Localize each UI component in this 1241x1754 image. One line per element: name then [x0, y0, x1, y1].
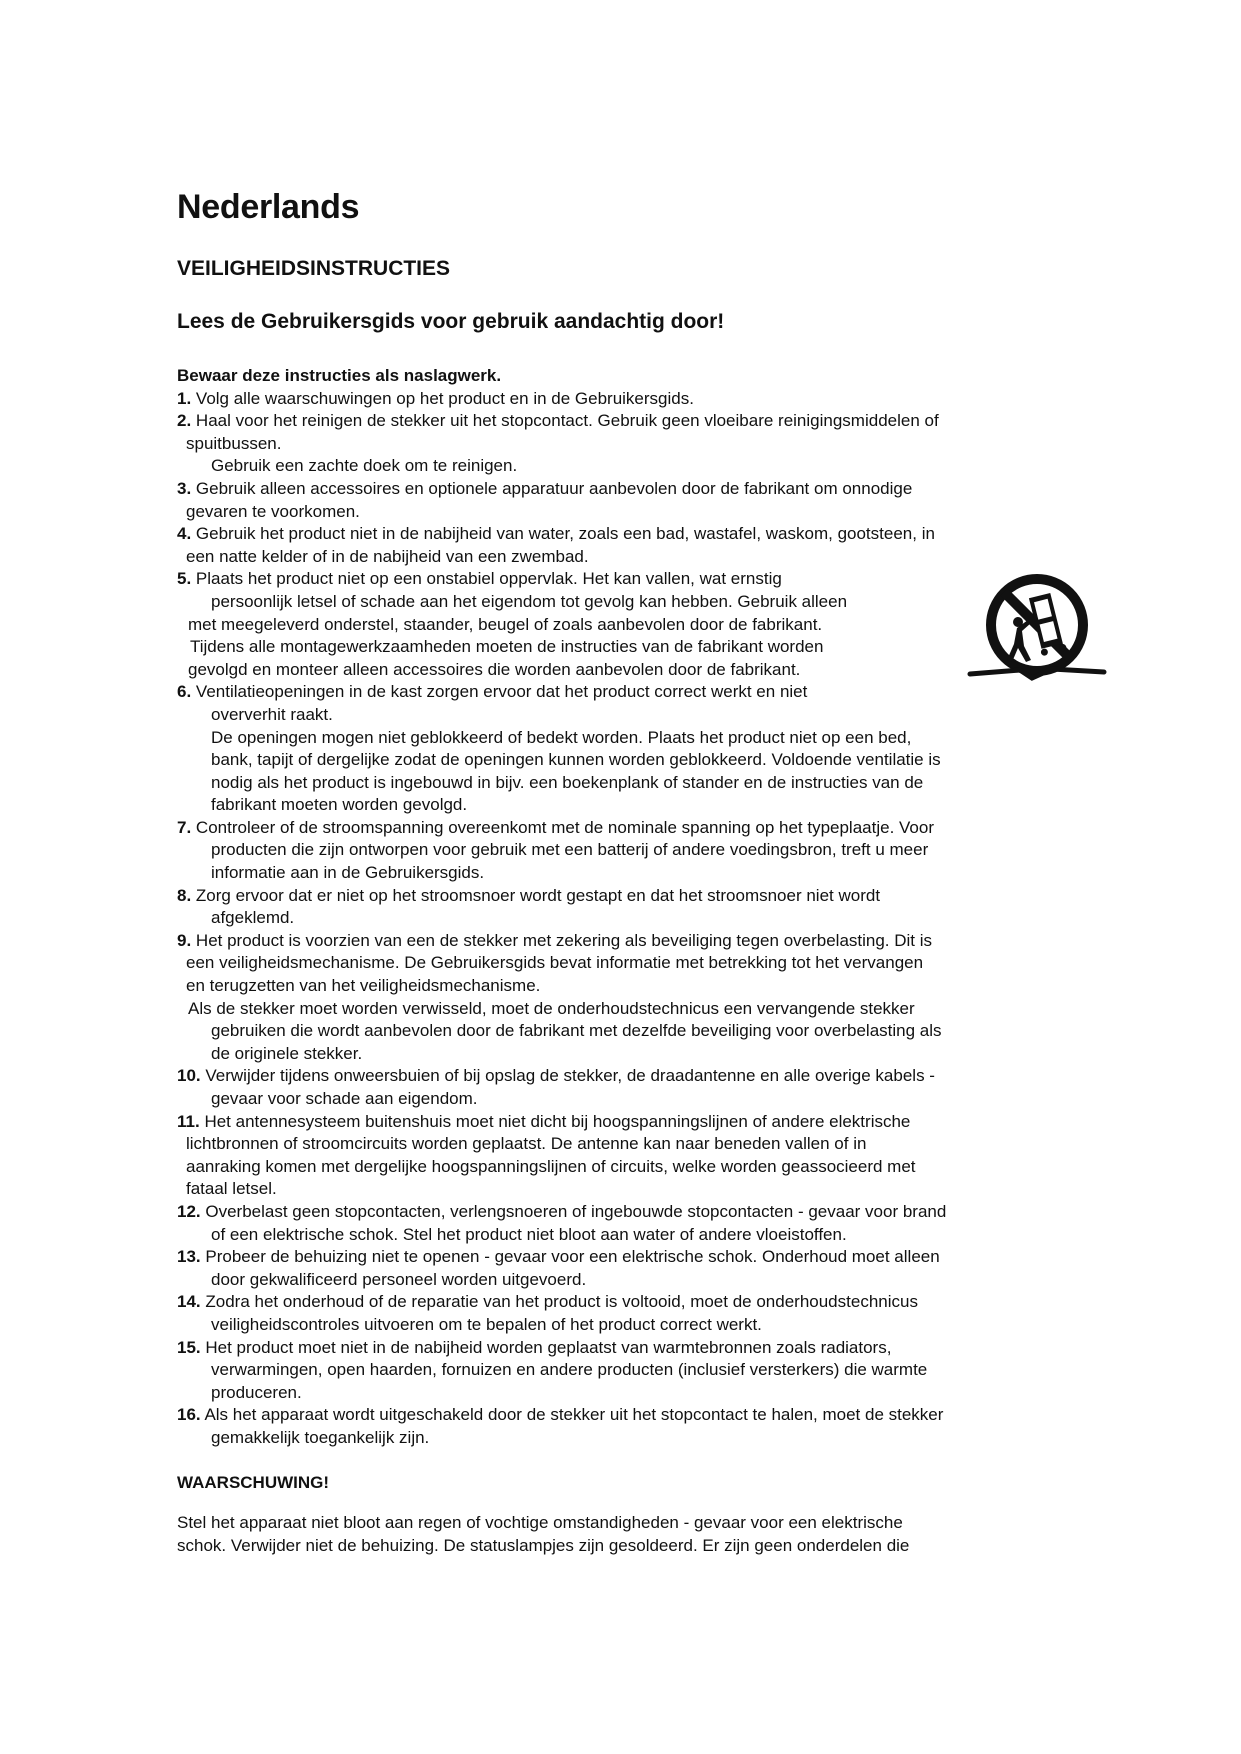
- item-number: 2.: [177, 411, 192, 431]
- safety-instructions: [177, 365, 1077, 1557]
- item-text: afgeklemd.: [211, 908, 295, 928]
- warning-heading: WAARSCHUWING!: [177, 1472, 330, 1492]
- item-number: 12.: [177, 1201, 201, 1221]
- item-text: gevolgd en monteer alleen accessoires die worden aanbevolen door de fabrikant.: [188, 659, 801, 679]
- item-number: 11.: [177, 1111, 200, 1131]
- list-item: [177, 681, 1077, 704]
- item-text: Zodra het onderhoud of de reparatie van het product is voltooid, moet de onderhoudstechnicus: [205, 1292, 918, 1312]
- item-number: 15.: [177, 1337, 201, 1357]
- item-text: aanraking komen met dergelijke hoogspanningslijnen of circuits, welke worden geassocieerd met: [186, 1156, 916, 1176]
- item-text: Probeer de behuizing niet te openen - gevaar voor een elektrische schok. Onderhoud moet alleen: [205, 1247, 940, 1267]
- item-text: verwarmingen, open haarden, fornuizen en andere producten (inclusief versterkers) die warmte: [211, 1360, 928, 1380]
- item-text: Gebruik een zachte doek om te reinigen.: [211, 456, 518, 476]
- item-text: nodig als het product is ingebouwd in bijv. een boekenplank of stander en de instructies van de: [211, 772, 924, 792]
- item-text: Het antennesysteem buitenshuis moet niet dicht bij hoogspanningslijnen of andere elektrische: [204, 1111, 911, 1131]
- item-text: of een elektrische schok. Stel het product niet bloot aan water of andere vloeistoffen.: [211, 1224, 847, 1244]
- language-heading: Nederlands: [177, 188, 360, 226]
- warning-text: Stel het apparaat niet bloot aan regen of vochtige omstandigheden - gevaar voor een elektrische: [177, 1513, 903, 1533]
- item-text: Als het apparaat wordt uitgeschakeld door de stekker uit het stopcontact te halen, moet de stekker: [204, 1405, 944, 1425]
- item-number: 7.: [177, 817, 192, 837]
- item-text: Zorg ervoor dat er niet op het stroomsnoer wordt gestapt en dat het stroomsnoer niet wordt: [195, 885, 881, 905]
- list-item: [177, 930, 1077, 953]
- item-text: Het product moet niet in de nabijheid worden geplaatst van warmtebronnen zoals radiators,: [205, 1337, 892, 1357]
- item-text: produceren.: [211, 1382, 302, 1402]
- item-number: 13.: [177, 1247, 201, 1267]
- list-item: [177, 1337, 1077, 1360]
- list-item: [177, 388, 1077, 411]
- item-text: bank, tapijt of dergelijke zodat de openingen kunnen worden geblokkeerd. Voldoende ventilatie is: [211, 750, 941, 770]
- item-text: spuitbussen.: [186, 433, 282, 453]
- list-item: [177, 1111, 1077, 1134]
- item-text: lichtbronnen of stroomcircuits worden geplaatst. De antenne kan naar beneden vallen of in: [186, 1134, 867, 1154]
- item-text: gebruiken die wordt aanbevolen door de fabrikant met dezelfde beveiliging voor overbelasting als: [211, 1021, 942, 1041]
- item-number: 5.: [177, 569, 192, 589]
- spacer: [177, 1494, 1077, 1512]
- list-item: [177, 817, 1077, 840]
- list-item: [177, 1065, 1077, 1088]
- list-item: [177, 1404, 1077, 1427]
- item-text: Verwijder tijdens onweersbuien of bij opslag de stekker, de draadantenne en alle overige kabels -: [205, 1066, 935, 1086]
- item-text: oververhit raakt.: [211, 704, 333, 724]
- item-number: 6.: [177, 682, 192, 702]
- item-text: persoonlijk letsel of schade aan het eigendom tot gevolg kan hebben. Gebruik alleen: [211, 591, 848, 611]
- item-text: een veiligheidsmechanisme. De Gebruikersgids bevat informatie met betrekking tot het vervangen: [186, 953, 924, 973]
- keep-instructions-note: Bewaar deze instructies als naslagwerk.: [177, 366, 502, 385]
- item-number: 16.: [177, 1405, 201, 1425]
- item-text: een natte kelder of in de nabijheid van een zwembad.: [186, 546, 589, 566]
- item-number: 1.: [177, 388, 192, 408]
- item-text: Controleer of de stroomspanning overeenkomt met de nominale spanning op het typeplaatje. Voor: [195, 817, 934, 837]
- list-item: [177, 1201, 1077, 1224]
- item-text: Ventilatieopeningen in de kast zorgen ervoor dat het product correct werkt en niet: [195, 682, 808, 702]
- item-text: Gebruik alleen accessoires en optionele apparatuur aanbevolen door de fabrikant om onnodige: [195, 478, 913, 498]
- list-item: [177, 885, 1077, 908]
- item-text: Het product is voorzien van een de stekker met zekering als beveiliging tegen overbelasting. Dit is: [195, 930, 933, 950]
- list-item: [177, 478, 1077, 501]
- item-text: fabrikant moeten worden gevolgd.: [211, 795, 468, 815]
- item-text: gevaar voor schade aan eigendom.: [211, 1089, 478, 1108]
- section-heading: VEILIGHEIDSINSTRUCTIES: [177, 257, 451, 280]
- item-text: door gekwalificeerd personeel worden uitgevoerd.: [211, 1269, 587, 1289]
- spacer: [177, 1450, 1077, 1472]
- item-number: 10.: [177, 1066, 201, 1086]
- item-text: de originele stekker.: [211, 1043, 363, 1063]
- item-number: 9.: [177, 930, 192, 950]
- item-number: 3.: [177, 478, 192, 498]
- item-text: De openingen mogen niet geblokkeerd of bedekt worden. Plaats het product niet op een bed,: [211, 727, 912, 747]
- warning-text: schok. Verwijder niet de behuizing. De statuslampjes zijn gesoldeerd. Er zijn geen onderdelen die: [177, 1535, 910, 1555]
- list-item: [177, 1291, 1077, 1314]
- item-text: met meegeleverd onderstel, staander, beugel of zoals aanbevolen door de fabrikant.: [188, 614, 823, 634]
- item-text: gemakkelijk toegankelijk zijn.: [211, 1427, 430, 1447]
- item-text: en terugzetten van het veiligheidsmechanisme.: [186, 976, 541, 996]
- item-text: veiligheidscontroles uitvoeren om te bepalen of het product correct werkt.: [211, 1314, 762, 1334]
- item-text: Haal voor het reinigen de stekker uit het stopcontact. Gebruik geen vloeibare reinigingsmiddelen of: [195, 411, 939, 431]
- item-text: fataal letsel.: [186, 1179, 277, 1199]
- item-text: Tijdens alle montagewerkzaamheden moeten de instructies van de fabrikant worden: [190, 637, 824, 657]
- item-text: Overbelast geen stopcontacten, verlengsnoeren of ingebouwde stopcontacten - gevaar voor brand: [205, 1201, 947, 1221]
- item-number: 14.: [177, 1292, 201, 1312]
- item-text: Volg alle waarschuwingen op het product en in de Gebruikersgids.: [195, 388, 694, 408]
- list-item: [177, 1246, 1077, 1269]
- item-text: producten die zijn ontworpen voor gebruik met een batterij of andere voedingsbron, treft u meer: [211, 840, 929, 860]
- item-number: 4.: [177, 524, 192, 544]
- item-text: Gebruik het product niet in de nabijheid van water, zoals een bad, wastafel, waskom, gootsteen, in: [195, 524, 935, 544]
- item-text: informatie aan in de Gebruikersgids.: [211, 863, 485, 883]
- item-text: Plaats het product niet op een onstabiel oppervlak. Het kan vallen, wat ernstig: [195, 569, 782, 589]
- item-text: gevaren te voorkomen.: [186, 501, 360, 521]
- item-text: Als de stekker moet worden verwisseld, moet de onderhoudstechnicus een vervangende stekker: [188, 998, 915, 1018]
- list-item: [177, 410, 1077, 433]
- item-number: 8.: [177, 885, 192, 905]
- list-item: [177, 568, 1077, 591]
- read-manual-heading: Lees de Gebruikersgids voor gebruik aandachtig door!: [177, 310, 725, 333]
- no-cart-tip-over-icon: [962, 570, 1112, 686]
- list-item: [177, 523, 1077, 546]
